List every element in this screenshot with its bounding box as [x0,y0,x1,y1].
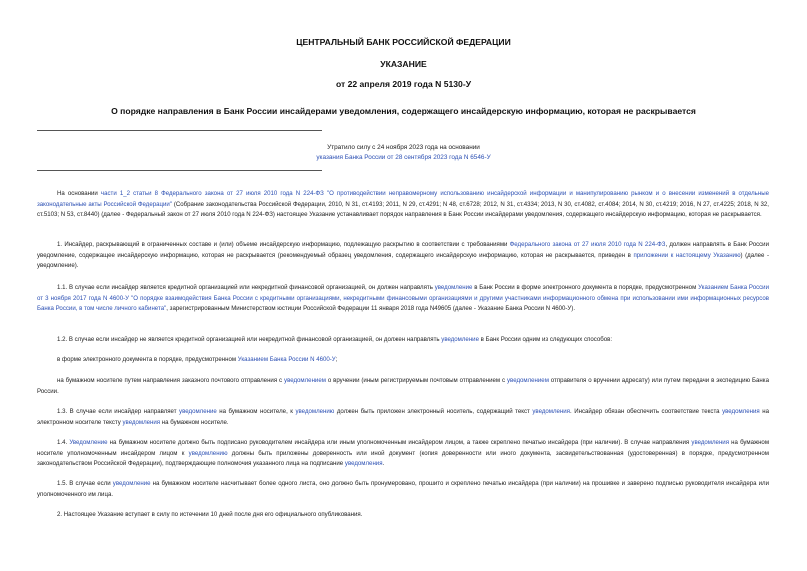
text: На основании [57,190,101,197]
notification-link[interactable]: Уведомление [69,439,108,446]
text: 1.5. В случае если [57,480,113,487]
text: ) (далее - уведомление). [37,251,769,269]
text: 2. Настоящее Указание вступает в силу по истечении 10 дней после дня его официального опубликования. [57,511,363,518]
paragraph-1-5 [37,479,769,500]
text: должны быть приложены доверенность или иной документ (копия доверенности или иного документа, засвидетельствованная (удостоверенная) в порядке, предусмотренном законодательством Российской Федерации), подтверждающие полномочия указанного лица на подписание [37,449,769,467]
text: . Инсайдер обязан обеспечить соответствие текста [569,408,723,415]
instruction-4600-link[interactable]: Указанием Банка России от 3 ноября 2017 года N 4600-У "О порядке взаимодействия Банка России с кредитными организациями, некредитными финансовыми организациями и другими участниками информационного обмена при использовании ими информационных ресурсов Банка России, в том числе личного кабинета" [37,284,769,312]
text: в форме электронного документа в порядке, предусмотренном [57,356,238,363]
text: 1.3. В случае если инсайдер направляет [57,408,180,415]
text: 1.2. В случае если инсайдер не является кредитной организацией или некредитной финансовой организацией, он должен направлять [57,336,442,343]
notification-link[interactable]: уведомления [344,460,383,467]
separator-top [37,130,322,131]
notification-link[interactable]: уведомление [112,480,151,487]
notification-link[interactable]: уведомление [434,284,473,291]
text: в Банк России в форме электронного документа в порядке, предусмотренном [472,284,699,291]
issuing-authority: ЦЕНТРАЛЬНЫЙ БАНК РОССИЙСКОЙ ФЕДЕРАЦИИ [296,37,511,47]
text: 1. Инсайдер, раскрывающий в ограниченных составе и (или) объеме инсайдерскую информацию, подлежащую раскрытию в соответствии с требованиями [57,241,510,248]
text: должен быть приложен электронный носитель, содержащий текст [334,408,533,415]
paragraph-1-1 [37,283,769,315]
document-type: УКАЗАНИЕ [380,59,427,69]
notification-link[interactable]: уведомлением [284,377,326,384]
document-title: О порядке направления в Банк России инсайдерами уведомления, содержащего инсайдерскую информацию, которая не раскрывается [111,106,696,116]
paragraph-1-4 [37,438,769,470]
notification-link[interactable]: уведомлению [188,449,228,457]
text: отправителя о вручении адресату) или путем передачи в экспедицию Банка России. [37,377,769,395]
text: 1.4. [57,439,70,446]
text: на электронном носителе тексту [37,408,769,426]
text: 1.1. В случае если инсайдер является кредитной организацией или некредитной финансовой организацией, он должен направлять [57,284,435,291]
text: на бумажном носителе. [160,418,229,426]
text: на бумажном носителе насчитывает более одного листа, оно должно быть пронумеровано, прошито и скреплено печатью инсайдера (при наличии) на прошивке и заверено подписью руководителя инсайдера или уполномоченного им лица. [37,480,769,498]
text: (Собрание законодательства Российской Федерации, 2010, N 31, ст.4193; 2011, N 29, ст.4291; N 48, ст.6728; 2012, N 31, ст.4334; 2013, N 30, ст.4082, ст.4084; 2014, N 30, ст.4219; 2016, N 27, ст.4225; 2018, N 32, ст.5103; N 53, ст.8440) (далее - Федеральный закон от 27 июля 2010 года N 224-ФЗ) настоящее Указание устанавливает порядок направления в Банк России инсайдерами уведомления, содержащего инсайдерскую информацию, которая не раскрывается. [37,200,769,218]
paragraph-1-2 [37,335,769,346]
paragraph-1 [37,240,769,272]
instruction-4600-link[interactable]: Указанием Банка России N 4600-У [237,356,336,363]
text: . [382,460,385,467]
notification-link[interactable]: уведомления [122,418,161,426]
separator-bottom [37,170,322,171]
appendix-link[interactable]: приложении к настоящему Указанию [633,251,741,259]
law-link[interactable]: части 1_2 статьи 8 Федерального закона от 27 июля 2010 года N 224-ФЗ "О противодействии неправомерному использованию инсайдерской информации и манипулированию рынком и о внесении изменений в отдельные законодательные акты Российской Федерации" [37,190,769,208]
document-date-number: от 22 апреля 2019 года N 5130-У [335,79,472,89]
notification-link[interactable]: уведомления [532,408,570,415]
status-note: Утратило силу с 24 ноября 2023 года на основании [327,144,480,151]
notification-link[interactable]: уведомления [691,439,730,446]
text: на бумажном носителе путем направления заказного почтового отправления с [57,377,285,384]
text: ; [335,356,338,363]
paragraph-preamble [37,189,769,221]
paragraph-1-2-electronic [37,355,769,366]
paragraph-1-2-paper [37,376,769,397]
text: , должен направлять в Банк России уведомление, содержащее инсайдерскую информацию, которая не раскрывается (рекомендуемый образец уведомления, содержащего инсайдерскую информацию, которая не раскрывается, приведен в [37,241,769,259]
paragraph-1-3 [37,407,769,428]
text: о вручении (иным регистрируемым почтовым отправлением с [325,377,507,384]
paragraph-2 [37,510,769,521]
notification-link[interactable]: уведомление [441,336,479,343]
notification-link[interactable]: уведомлению [295,408,335,415]
text: на бумажном носителе, к [216,408,296,415]
notification-link[interactable]: уведомлением [506,377,549,384]
text: , зарегистрированным Министерством юстиции Российской Федерации 11 января 2018 года N49605 (далее - Указание Банка России N 4600-У). [166,305,576,312]
status-note-link[interactable]: указания Банка России от 28 сентября 2023 года N 6546-У [316,154,491,161]
text: на бумажном носителе должно быть подписано руководителем инсайдера или иным уполномоченным инсайдером лицом, а также скреплено печатью инсайдера (при наличии). В случае направления [107,439,692,446]
notification-link[interactable]: уведомления [722,408,760,415]
notification-link[interactable]: уведомление [179,408,217,415]
law-link[interactable]: Федерального закона от 27 июля 2010 года N 224-ФЗ [509,241,666,248]
text: в Банк России одним из следующих способов: [478,336,613,343]
text: на бумажном носителе уполномоченным инсайдером лицом к [37,439,770,457]
